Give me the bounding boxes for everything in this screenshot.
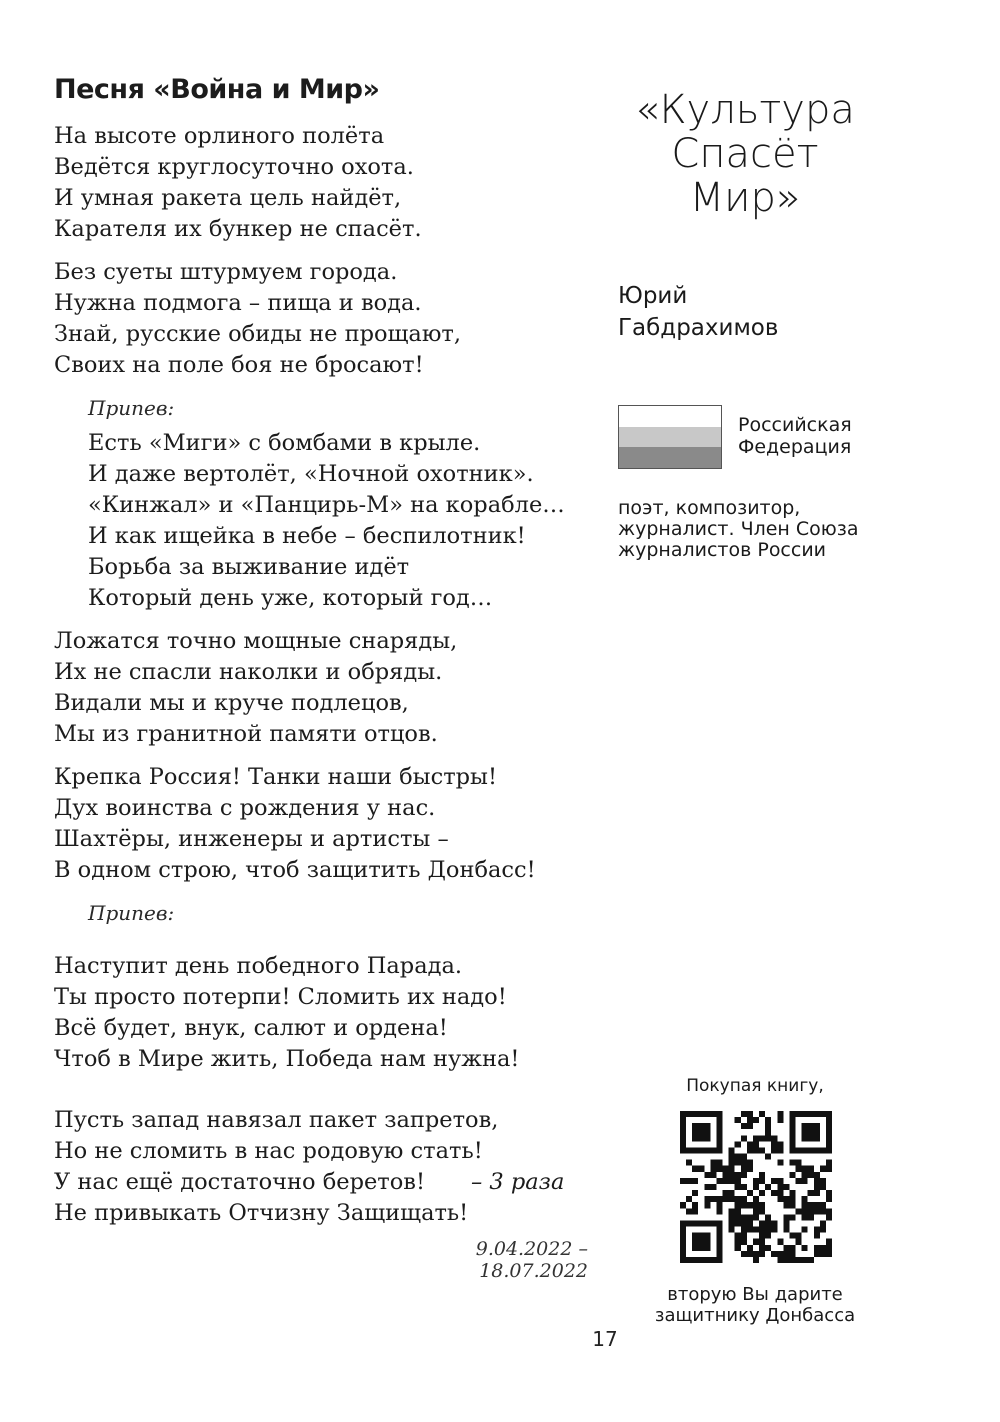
promo-line: вторую Вы дарите bbox=[667, 1284, 843, 1305]
poem-line: Ведётся круглосуточно охота. bbox=[54, 154, 414, 180]
poem-line: Ты просто потерпи! Сломить их надо! bbox=[54, 984, 507, 1010]
flag-stripe-top bbox=[619, 406, 721, 427]
series-title-line: Спасёт bbox=[671, 131, 819, 177]
poem-line: Видали мы и круче подлецов, bbox=[54, 690, 409, 716]
promo-line: защитнику Донбасса bbox=[654, 1305, 856, 1326]
poem-line: Не привыкать Отчизну Защищать! bbox=[54, 1200, 469, 1226]
poem-line: Но не сломить в нас родовую стать! bbox=[54, 1138, 483, 1164]
repeat-note: – 3 раза bbox=[471, 1169, 565, 1195]
poem-line: Пусть запад навязал пакет запретов, bbox=[54, 1107, 499, 1133]
chorus-label: Припев: bbox=[88, 901, 175, 925]
poem-line: Крепка Россия! Танки наши быстры! bbox=[54, 764, 497, 790]
series-title bbox=[620, 88, 870, 220]
promo-text-bottom bbox=[620, 1284, 890, 1326]
promo-text-top: Покупая книгу, bbox=[686, 1076, 824, 1096]
country-line: Федерация bbox=[738, 436, 852, 458]
qr-code-icon[interactable] bbox=[680, 1111, 832, 1263]
poem-line: И даже вертолёт, «Ночной охотник». bbox=[88, 461, 534, 487]
poem-line: И как ищейка в небе – беспилотник! bbox=[88, 523, 526, 549]
poem-line-text: У нас ещё достаточно беретов! bbox=[54, 1169, 425, 1195]
poem-line: Без суеты штурмуем города. bbox=[54, 259, 398, 285]
author-bio bbox=[618, 498, 908, 561]
series-title-line: «Культура bbox=[635, 87, 855, 133]
poem-line bbox=[54, 1167, 614, 1198]
country-line: Российская bbox=[738, 414, 852, 436]
date-range: 9.04.2022 – 18.07.2022 bbox=[475, 1238, 588, 1282]
poem-line: На высоте орлиного полёта bbox=[54, 123, 385, 149]
poem-line: Карателя их бункер не спасёт. bbox=[54, 216, 422, 242]
poem-body bbox=[54, 121, 614, 1241]
stanza-2 bbox=[54, 257, 614, 381]
stanza-3 bbox=[54, 626, 614, 750]
series-title-line: Мир» bbox=[689, 175, 801, 221]
poem-line: Мы из гранитной памяти отцов. bbox=[54, 721, 438, 747]
author-last-name: Габдрахимов bbox=[618, 315, 779, 341]
bio-line: поэт, композитор, bbox=[618, 497, 801, 519]
chorus bbox=[88, 428, 614, 614]
poem-line: Знай, русские обиды не прощают, bbox=[54, 321, 462, 347]
poem-line: В одном строю, чтоб защитить Донбасс! bbox=[54, 857, 536, 883]
russia-flag-icon bbox=[618, 405, 722, 469]
poem-line: Дух воинства с рождения у нас. bbox=[54, 795, 436, 821]
stanza-6 bbox=[54, 1105, 614, 1229]
chorus-label: Припев: bbox=[88, 396, 175, 420]
flag-stripe-middle bbox=[619, 427, 721, 448]
poem-line: Наступит день победного Парада. bbox=[54, 953, 463, 979]
poem-line: Ложатся точно мощные снаряды, bbox=[54, 628, 458, 654]
poem-line: Который день уже, который год… bbox=[88, 585, 493, 611]
poem-line: Своих на поле боя не бросают! bbox=[54, 352, 424, 378]
poem-line: Нужна подмога – пища и вода. bbox=[54, 290, 422, 316]
poem-line: Есть «Миги» с бомбами в крыле. bbox=[88, 430, 481, 456]
bio-line: журналистов России bbox=[618, 539, 827, 561]
author-first-name: Юрий bbox=[618, 283, 688, 309]
poem-line: Шахтёры, инженеры и артисты – bbox=[54, 826, 449, 852]
stanza-5 bbox=[54, 951, 614, 1075]
poem-line: Всё будет, внук, салют и ордена! bbox=[54, 1015, 448, 1041]
country-label bbox=[738, 414, 852, 458]
poem-line: И умная ракета цель найдёт, bbox=[54, 185, 402, 211]
song-title: Песня «Война и Мир» bbox=[54, 74, 380, 105]
page-number: 17 bbox=[592, 1327, 618, 1351]
poem-line: «Кинжал» и «Панцирь-М» на корабле… bbox=[88, 492, 565, 518]
poem-line: Их не спасли наколки и обряды. bbox=[54, 659, 443, 685]
stanza-1 bbox=[54, 121, 614, 245]
poem-line: Борьба за выживание идёт bbox=[88, 554, 410, 580]
poem-line: Чтоб в Мире жить, Победа нам нужна! bbox=[54, 1046, 520, 1072]
stanza-4 bbox=[54, 762, 614, 886]
flag-stripe-bottom bbox=[619, 447, 721, 468]
bio-line: журналист. Член Союза bbox=[618, 518, 859, 540]
author-name bbox=[618, 280, 778, 344]
